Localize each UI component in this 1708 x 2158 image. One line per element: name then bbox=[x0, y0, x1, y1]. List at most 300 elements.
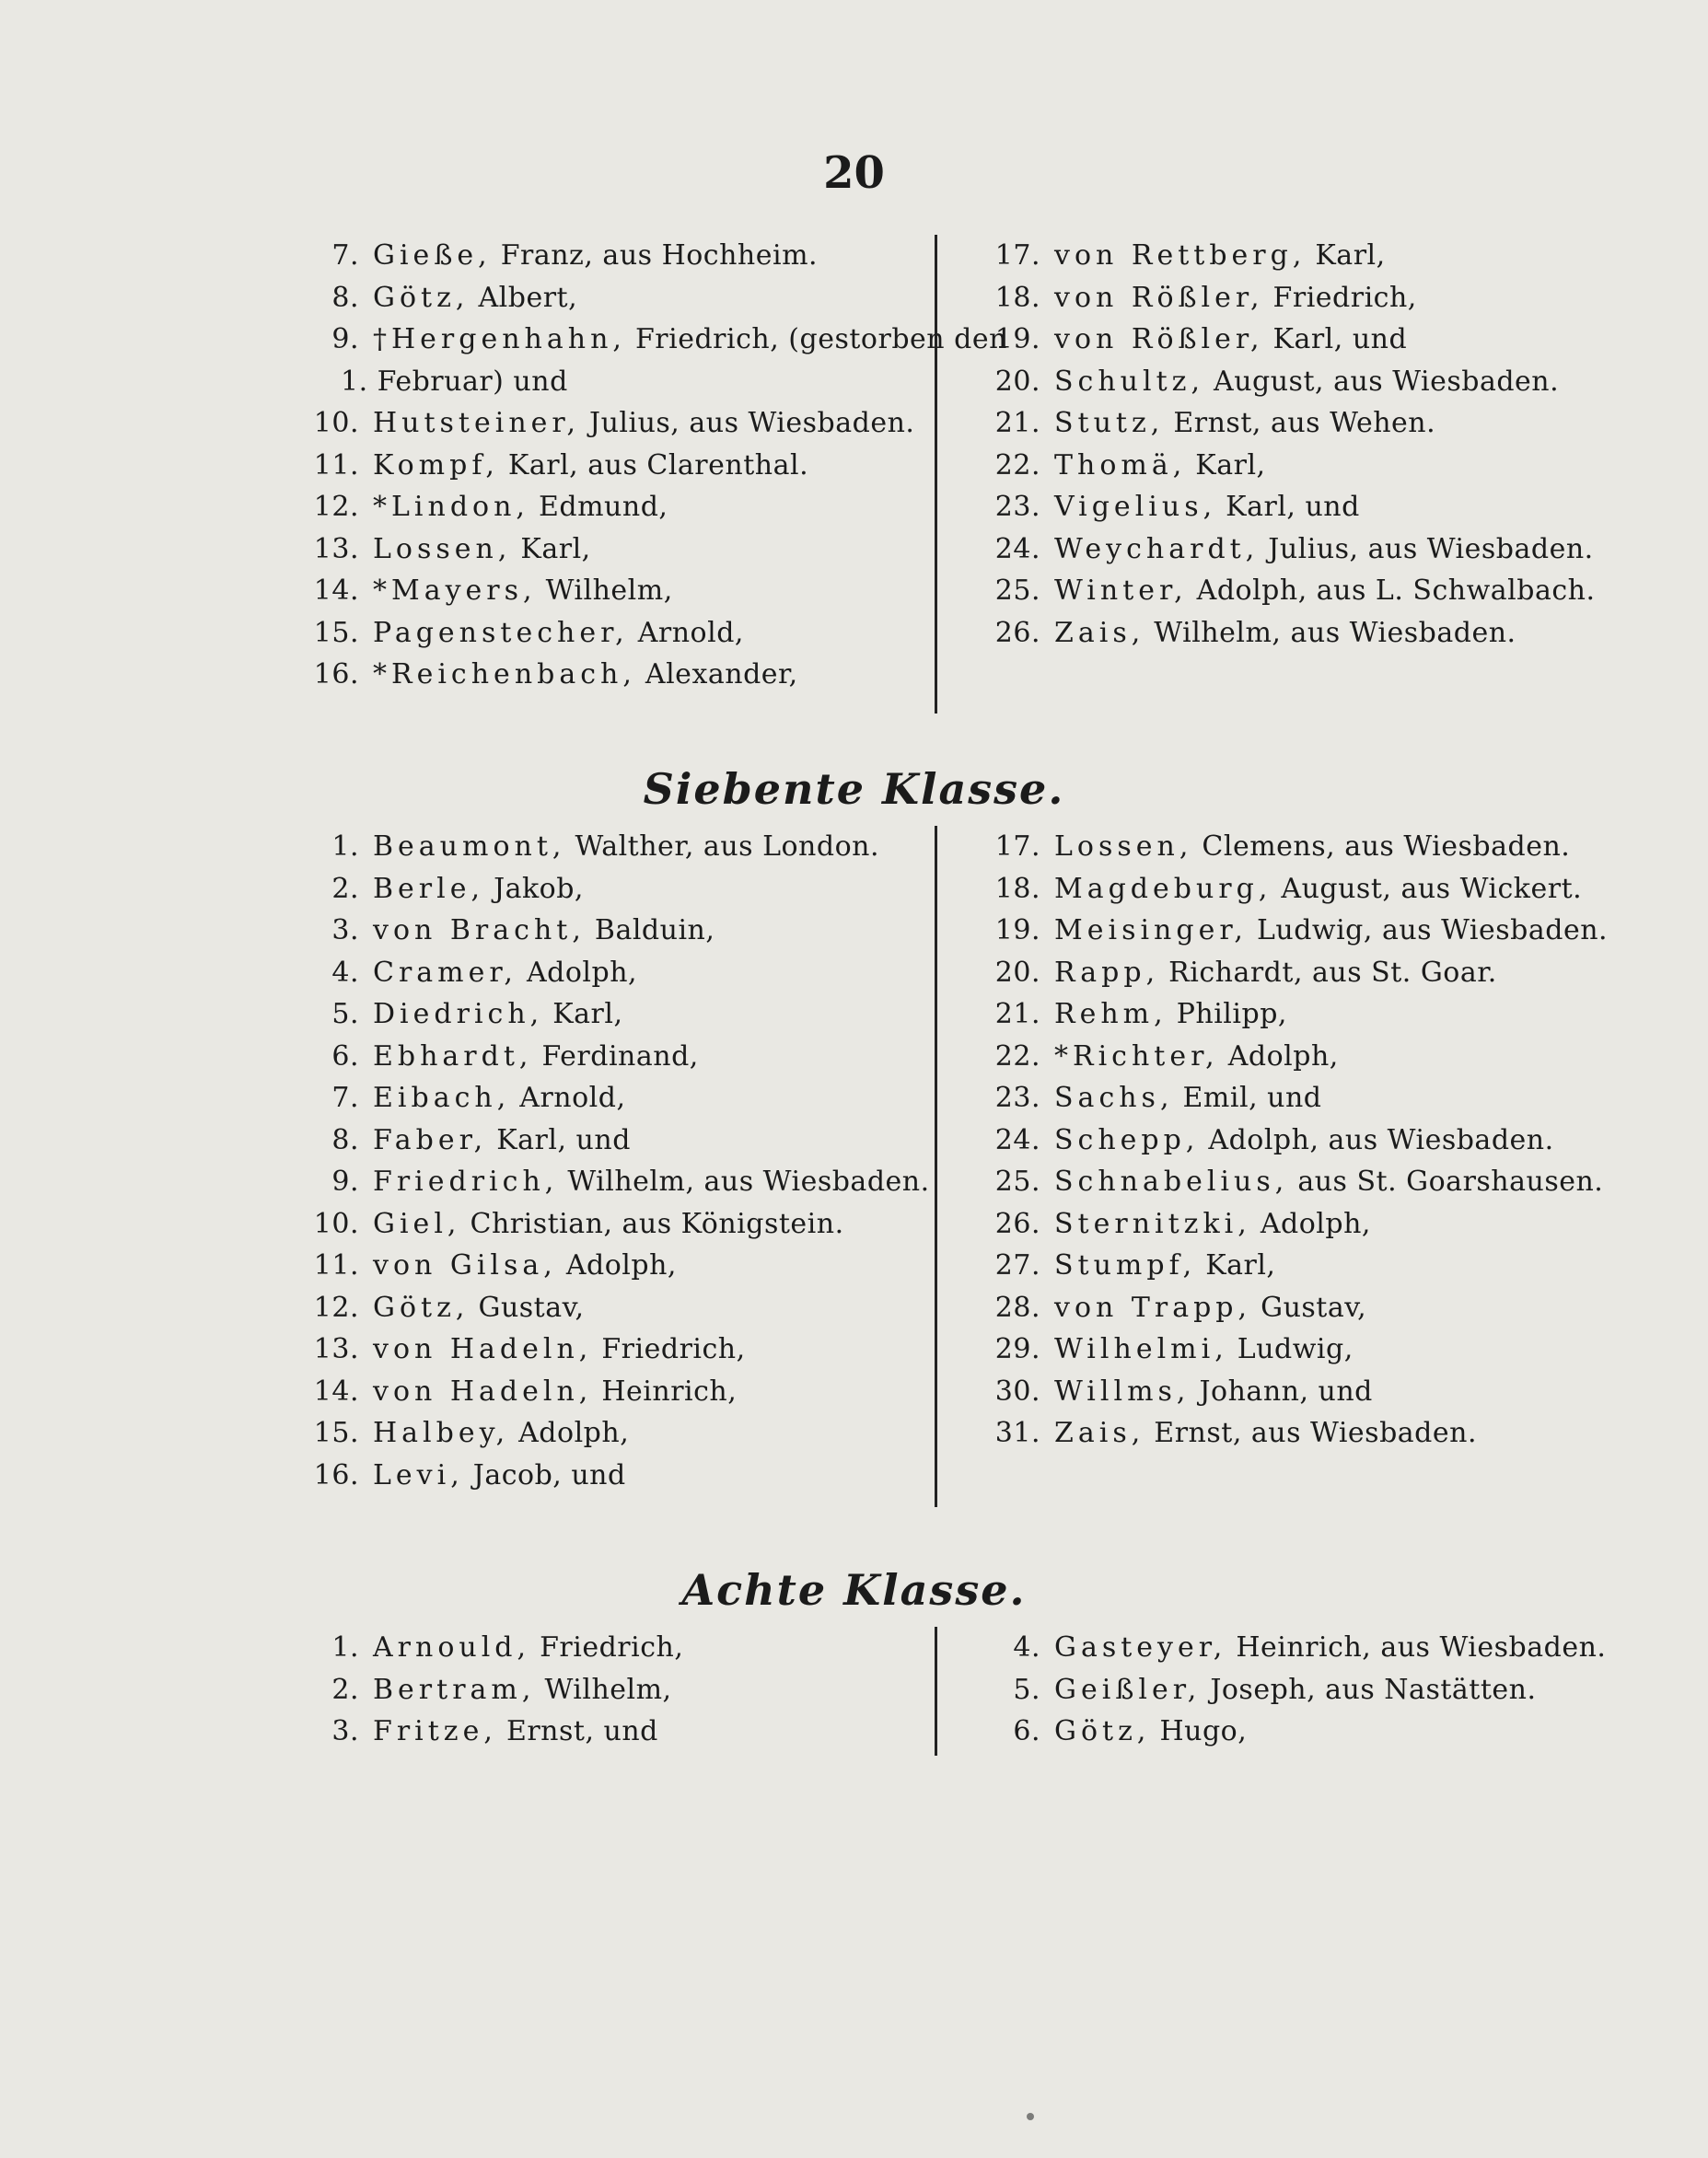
entry-number: 18. bbox=[994, 281, 1040, 314]
list-entry bbox=[267, 1328, 930, 1371]
entry-surname: Gasteyer, bbox=[1054, 1631, 1227, 1664]
entry-name bbox=[373, 1245, 677, 1287]
list-entry bbox=[948, 402, 1611, 445]
entry-number: 19. bbox=[994, 323, 1040, 355]
entry-number: 4. bbox=[331, 956, 359, 989]
entry-details: Ludwig, aus Wiesbaden. bbox=[1247, 914, 1609, 946]
right-column bbox=[948, 235, 1611, 654]
entry-name bbox=[1054, 826, 1570, 868]
entry-surname: Halbey, bbox=[373, 1417, 510, 1449]
entry-details: Ernst, und bbox=[496, 1715, 658, 1747]
entry-surname: Berle, bbox=[373, 872, 485, 905]
entry-number: 18. bbox=[994, 872, 1040, 905]
entry-name bbox=[373, 445, 808, 487]
entry-name bbox=[1054, 1669, 1537, 1711]
ink-speck bbox=[1027, 2113, 1034, 2120]
entry-details: Johann, und bbox=[1190, 1375, 1373, 1408]
entry-details: Friedrich, bbox=[592, 1333, 746, 1365]
entry-number: 11. bbox=[313, 1249, 359, 1282]
entry-details: Karl, und bbox=[487, 1123, 631, 1156]
entry-number: 20. bbox=[994, 956, 1040, 989]
entry-surname: *Richter, bbox=[1054, 1039, 1219, 1073]
list-entry bbox=[267, 1669, 930, 1711]
entry-name bbox=[373, 1287, 585, 1329]
entry-name bbox=[373, 1371, 737, 1413]
list-entry bbox=[267, 445, 930, 487]
entry-name bbox=[1054, 277, 1417, 319]
entry-number: 24. bbox=[994, 1123, 1040, 1156]
list-entry bbox=[267, 319, 1007, 361]
entry-number: 1. bbox=[331, 1631, 359, 1664]
entry-name bbox=[341, 361, 568, 403]
entry-number: 30. bbox=[994, 1375, 1040, 1408]
entry-surname: von Bracht, bbox=[373, 914, 586, 946]
entry-surname: Willms, bbox=[1054, 1375, 1191, 1408]
entry-name bbox=[1054, 1287, 1366, 1329]
entry-details: Albert, bbox=[469, 281, 578, 314]
entry-details: Wilhelm, bbox=[535, 1673, 672, 1706]
entry-details: Emil, und bbox=[1173, 1082, 1322, 1114]
column-divider bbox=[935, 826, 937, 1507]
list-entry bbox=[267, 1371, 930, 1413]
entry-name bbox=[373, 1627, 683, 1669]
entry-name bbox=[373, 654, 798, 696]
entry-name bbox=[1054, 993, 1287, 1036]
entry-number: 22. bbox=[994, 448, 1040, 481]
list-entry bbox=[267, 1245, 930, 1287]
section-heading-achte: Achte Klasse. bbox=[681, 1565, 1027, 1615]
entry-details: Adolph, bbox=[1218, 1039, 1339, 1073]
entry-surname: Schepp, bbox=[1054, 1123, 1200, 1156]
entry-surname: *Reichenbach, bbox=[373, 658, 636, 690]
entry-name bbox=[1054, 1371, 1373, 1413]
entry-details: Philipp, bbox=[1167, 998, 1287, 1030]
entry-number: 6. bbox=[1013, 1715, 1040, 1747]
entry-number: 29. bbox=[994, 1333, 1040, 1365]
entry-surname: von Trapp, bbox=[1054, 1291, 1252, 1324]
entry-details: Julius, aus Wiesbaden. bbox=[580, 407, 915, 439]
entry-name bbox=[1054, 1328, 1354, 1371]
entry-details: Karl, bbox=[543, 998, 623, 1030]
list-entry bbox=[948, 1627, 1611, 1669]
entry-number: 9. bbox=[331, 323, 359, 355]
entry-details: Walther, aus London. bbox=[565, 830, 879, 863]
entry-details: aus St. Goarshausen. bbox=[1288, 1166, 1604, 1198]
list-entry bbox=[948, 868, 1611, 911]
entry-surname: Beaumont, bbox=[373, 830, 566, 863]
entry-number: 23. bbox=[994, 491, 1040, 523]
entry-name bbox=[1054, 612, 1516, 655]
entry-details: Franz, aus Hochheim. bbox=[491, 239, 819, 272]
entry-details: Jacob, und bbox=[463, 1458, 626, 1491]
list-entry bbox=[267, 361, 930, 403]
list-entry bbox=[267, 993, 930, 1036]
entry-surname: Friedrich, bbox=[373, 1166, 559, 1198]
entry-number: 20. bbox=[994, 365, 1040, 398]
entry-name bbox=[373, 826, 879, 868]
entry-surname: Gieße, bbox=[373, 239, 492, 272]
entry-surname: Stutz, bbox=[1054, 407, 1165, 439]
entry-number: 31. bbox=[994, 1417, 1040, 1449]
entry-details: Friedrich, bbox=[1263, 281, 1417, 314]
list-entry bbox=[948, 826, 1611, 868]
entry-number: 24. bbox=[994, 532, 1040, 565]
entry-name bbox=[1054, 910, 1608, 952]
entry-surname: Götz, bbox=[373, 281, 470, 314]
entry-number: 16. bbox=[313, 1458, 359, 1491]
entry-number: 11. bbox=[313, 448, 359, 481]
entry-number: 9. bbox=[331, 1166, 359, 1198]
entry-number: 13. bbox=[313, 1333, 359, 1365]
entry-surname: Rapp, bbox=[1054, 956, 1160, 989]
list-entry bbox=[267, 1455, 930, 1497]
column-divider bbox=[935, 1627, 937, 1756]
entry-name bbox=[373, 1412, 629, 1455]
list-entry bbox=[948, 952, 1611, 994]
entry-surname: von Hadeln, bbox=[373, 1333, 593, 1365]
entry-details: Ludwig, bbox=[1227, 1333, 1354, 1365]
entry-surname: Bertram, bbox=[373, 1673, 536, 1706]
entry-details: Karl, bbox=[1186, 448, 1266, 481]
entry-number: 5. bbox=[1013, 1673, 1040, 1706]
entry-number: 12. bbox=[313, 491, 359, 523]
list-entry bbox=[948, 612, 1611, 655]
entry-surname: Levi, bbox=[373, 1458, 464, 1491]
entry-surname: Faber, bbox=[373, 1123, 488, 1156]
list-entry bbox=[948, 1203, 1611, 1246]
entry-name bbox=[373, 528, 591, 571]
entry-name bbox=[1054, 445, 1266, 487]
list-entry bbox=[948, 1287, 1611, 1329]
entry-name bbox=[1054, 319, 1407, 361]
entry-details: Adolph, aus L. Schwalbach. bbox=[1187, 574, 1596, 607]
list-entry bbox=[267, 910, 930, 952]
entry-surname: Ebhardt, bbox=[373, 1039, 533, 1073]
entry-surname: Cramer, bbox=[373, 956, 517, 989]
list-entry bbox=[948, 1371, 1611, 1413]
entry-number: 7. bbox=[331, 1082, 359, 1114]
entry-number: 13. bbox=[313, 532, 359, 565]
entry-details: Richardt, aus St. Goar. bbox=[1159, 956, 1497, 989]
entry-number: 12. bbox=[313, 1291, 359, 1324]
entry-name bbox=[373, 993, 623, 1036]
entry-name bbox=[1054, 952, 1497, 994]
entry-details: August, aus Wickert. bbox=[1272, 872, 1583, 905]
entry-details: Balduin, bbox=[585, 914, 715, 946]
entry-name bbox=[373, 1077, 626, 1120]
list-entry bbox=[948, 445, 1611, 487]
entry-number: 14. bbox=[313, 1375, 359, 1408]
list-entry bbox=[948, 1161, 1611, 1203]
right-column bbox=[948, 1627, 1611, 1753]
list-entry bbox=[948, 235, 1611, 277]
entry-name bbox=[1054, 402, 1435, 445]
list-entry bbox=[948, 1120, 1611, 1162]
entry-surname: Kompf, bbox=[373, 448, 499, 481]
entry-number: 26. bbox=[994, 616, 1040, 649]
list-entry bbox=[948, 1669, 1611, 1711]
entry-surname: Schultz, bbox=[1054, 365, 1204, 398]
entry-details: Adolph, aus Wiesbaden. bbox=[1199, 1123, 1554, 1156]
list-entry bbox=[948, 319, 1611, 361]
entry-details: Edmund, bbox=[529, 491, 668, 523]
entry-details: Clemens, aus Wiesbaden. bbox=[1192, 830, 1571, 863]
entry-surname: Rehm, bbox=[1054, 998, 1168, 1030]
entry-number: 10. bbox=[313, 407, 359, 439]
entry-number: 17. bbox=[994, 830, 1040, 863]
entry-number: 10. bbox=[313, 1207, 359, 1240]
entry-number: 25. bbox=[994, 1166, 1040, 1198]
entry-details: Ferdinand, bbox=[532, 1039, 699, 1073]
entry-name bbox=[373, 570, 673, 612]
entry-name bbox=[373, 612, 744, 655]
entry-number: 7. bbox=[331, 239, 359, 272]
column-divider bbox=[935, 235, 937, 714]
entry-name bbox=[1054, 1711, 1247, 1753]
entry-name bbox=[373, 1711, 658, 1753]
entry-number: 15. bbox=[313, 1417, 359, 1449]
entry-surname: Schnabelius, bbox=[1054, 1166, 1289, 1198]
list-entry bbox=[948, 570, 1611, 612]
entry-surname: Thomä, bbox=[1054, 448, 1187, 481]
entry-number: 4. bbox=[1013, 1631, 1040, 1664]
left-column bbox=[267, 826, 930, 1496]
entry-name bbox=[373, 1120, 631, 1162]
entry-surname: Giel, bbox=[373, 1207, 461, 1240]
entry-name bbox=[373, 952, 637, 994]
entry-surname: Götz, bbox=[1054, 1715, 1151, 1747]
entry-number: 16. bbox=[313, 658, 359, 690]
entry-name bbox=[1054, 361, 1559, 403]
entry-details: Karl, aus Clarenthal. bbox=[498, 448, 809, 481]
entry-number: 23. bbox=[994, 1082, 1040, 1114]
entry-details: Adolph, bbox=[509, 1417, 630, 1449]
list-entry bbox=[267, 277, 930, 319]
entry-number: 3. bbox=[331, 914, 359, 946]
entry-details: Alexander, bbox=[635, 658, 798, 690]
entry-name bbox=[1054, 1203, 1371, 1246]
entry-details: Arnold, bbox=[628, 616, 744, 649]
entry-surname: von Rettberg, bbox=[1054, 239, 1307, 272]
entry-surname: Sternitzki, bbox=[1054, 1207, 1251, 1240]
entry-name bbox=[1054, 1412, 1477, 1455]
list-entry bbox=[948, 277, 1611, 319]
entry-details: Adolph, bbox=[556, 1249, 677, 1282]
entry-name bbox=[1054, 1077, 1322, 1120]
entry-name bbox=[1054, 1161, 1603, 1203]
entry-details: Wilhelm, aus Wiesbaden. bbox=[558, 1166, 930, 1198]
entry-details: Hugo, bbox=[1150, 1715, 1248, 1747]
entry-surname: Meisinger, bbox=[1054, 914, 1248, 946]
list-entry bbox=[267, 952, 930, 994]
list-entry bbox=[267, 1412, 930, 1455]
entry-number: 28. bbox=[994, 1291, 1040, 1324]
list-entry bbox=[267, 1627, 930, 1669]
entry-details: Karl, bbox=[1306, 239, 1386, 272]
entry-details: Heinrich, bbox=[592, 1375, 738, 1408]
entry-name bbox=[1054, 1120, 1554, 1162]
entry-surname: Götz, bbox=[373, 1291, 470, 1324]
entry-name bbox=[1054, 868, 1582, 911]
entry-details: 1. Februar) und bbox=[341, 365, 568, 398]
entry-name bbox=[1054, 528, 1594, 571]
entry-surname: Weychardt, bbox=[1054, 532, 1260, 565]
entry-surname: Geißler, bbox=[1054, 1673, 1202, 1706]
entry-surname: Sachs, bbox=[1054, 1082, 1174, 1114]
section-heading-siebente: Siebente Klasse. bbox=[643, 764, 1065, 814]
right-column bbox=[948, 826, 1611, 1455]
entry-name bbox=[1054, 1627, 1606, 1669]
entry-details: Adolph, bbox=[1250, 1207, 1371, 1240]
entry-details: Ernst, aus Wehen. bbox=[1164, 407, 1436, 439]
entry-surname: Vigelius, bbox=[1054, 491, 1217, 523]
list-entry bbox=[948, 1245, 1611, 1287]
entry-name bbox=[373, 486, 668, 528]
entry-details: Karl, und bbox=[1216, 491, 1360, 523]
list-entry bbox=[948, 1328, 1611, 1371]
list-entry bbox=[267, 528, 930, 571]
list-entry bbox=[948, 528, 1611, 571]
entry-name bbox=[373, 910, 715, 952]
entry-details: Friedrich, bbox=[530, 1631, 684, 1664]
entry-name bbox=[1054, 1036, 1339, 1078]
entry-number: 17. bbox=[994, 239, 1040, 272]
entry-surname: Diedrich, bbox=[373, 998, 544, 1030]
entry-surname: *Lindon, bbox=[373, 491, 529, 523]
entry-surname: *Mayers, bbox=[373, 574, 537, 607]
entry-number: 25. bbox=[994, 574, 1040, 607]
entry-number: 6. bbox=[331, 1039, 359, 1073]
entry-name bbox=[1054, 570, 1596, 612]
entry-details: Ernst, aus Wiesbaden. bbox=[1144, 1417, 1477, 1449]
entry-number: 3. bbox=[331, 1715, 359, 1747]
entry-details: Friedrich, (gestorben den bbox=[625, 323, 1007, 355]
entry-details: Jakob, bbox=[484, 872, 584, 905]
list-entry bbox=[267, 1287, 930, 1329]
entry-surname: Pagenstecher, bbox=[373, 616, 629, 649]
list-entry bbox=[948, 1412, 1611, 1455]
entry-details: Arnold, bbox=[510, 1082, 626, 1114]
entry-surname: Wilhelmi, bbox=[1054, 1333, 1228, 1365]
entry-name bbox=[373, 1036, 699, 1078]
entry-name bbox=[373, 1669, 672, 1711]
entry-name bbox=[373, 1203, 844, 1246]
left-column bbox=[267, 235, 1007, 696]
entry-details: Adolph, bbox=[517, 956, 638, 989]
entry-number: 2. bbox=[331, 872, 359, 905]
list-entry bbox=[948, 993, 1611, 1036]
list-entry bbox=[267, 868, 930, 911]
entry-surname: Fritze, bbox=[373, 1715, 497, 1747]
entry-details: Joseph, aus Nastätten. bbox=[1201, 1673, 1537, 1706]
entry-surname: Eibach, bbox=[373, 1082, 511, 1114]
entry-number: 27. bbox=[994, 1249, 1040, 1282]
entry-surname: Zais, bbox=[1054, 1417, 1145, 1449]
list-entry bbox=[267, 570, 930, 612]
entry-name bbox=[373, 235, 818, 277]
entry-name bbox=[373, 868, 584, 911]
entry-number: 19. bbox=[994, 914, 1040, 946]
list-entry bbox=[267, 654, 930, 696]
list-entry bbox=[267, 826, 930, 868]
entry-number: 5. bbox=[331, 998, 359, 1030]
list-entry bbox=[948, 486, 1611, 528]
entry-surname: von Hadeln, bbox=[373, 1375, 593, 1408]
entry-number: 22. bbox=[994, 1039, 1040, 1073]
entry-name bbox=[1054, 1245, 1275, 1287]
list-entry bbox=[267, 235, 930, 277]
entry-details: Karl, und bbox=[1263, 323, 1408, 355]
entry-details: Heinrich, aus Wiesbaden. bbox=[1226, 1631, 1607, 1664]
list-entry bbox=[267, 612, 930, 655]
entry-details: Christian, aus Königstein. bbox=[460, 1207, 844, 1240]
entry-details: August, aus Wiesbaden. bbox=[1204, 365, 1560, 398]
entry-details: Karl, bbox=[1196, 1249, 1276, 1282]
entry-surname: von Rößler, bbox=[1054, 323, 1264, 355]
entry-details: Gustav, bbox=[469, 1291, 585, 1324]
entry-name bbox=[373, 1328, 746, 1371]
entry-details: Julius, aus Wiesbaden. bbox=[1259, 532, 1594, 565]
entry-name bbox=[373, 1161, 930, 1203]
entry-name bbox=[373, 319, 1007, 361]
entry-number: 2. bbox=[331, 1673, 359, 1706]
list-entry bbox=[948, 1077, 1611, 1120]
entry-number: 21. bbox=[994, 407, 1040, 439]
entry-surname: Winter, bbox=[1054, 574, 1188, 607]
entry-number: 21. bbox=[994, 998, 1040, 1030]
list-entry bbox=[948, 1711, 1611, 1753]
entry-surname: Magdeburg, bbox=[1054, 872, 1272, 905]
entry-surname: Arnould, bbox=[373, 1631, 531, 1664]
page-number: 20 bbox=[823, 147, 885, 199]
entry-details: Karl, bbox=[511, 532, 591, 565]
entry-number: 8. bbox=[331, 1123, 359, 1156]
list-entry bbox=[267, 402, 930, 445]
entry-details: Wilhelm, bbox=[536, 574, 673, 607]
entry-surname: Stumpf, bbox=[1054, 1249, 1197, 1282]
list-entry bbox=[267, 1036, 930, 1078]
entry-surname: Zais, bbox=[1054, 616, 1145, 649]
list-entry bbox=[267, 1077, 930, 1120]
entry-name bbox=[1054, 486, 1360, 528]
entry-details: Gustav, bbox=[1251, 1291, 1367, 1324]
list-entry bbox=[267, 1203, 930, 1246]
entry-number: 8. bbox=[331, 281, 359, 314]
entry-name bbox=[1054, 235, 1386, 277]
entry-surname: von Rößler, bbox=[1054, 281, 1264, 314]
entry-name bbox=[373, 277, 577, 319]
list-entry bbox=[948, 910, 1611, 952]
entry-surname: Lossen, bbox=[1054, 830, 1193, 863]
entry-surname: Lossen, bbox=[373, 532, 512, 565]
list-entry bbox=[267, 1711, 930, 1753]
list-entry bbox=[948, 1036, 1611, 1078]
left-column bbox=[267, 1627, 930, 1753]
entry-number: 14. bbox=[313, 574, 359, 607]
list-entry bbox=[267, 486, 930, 528]
entry-number: 1. bbox=[331, 830, 359, 863]
list-entry bbox=[267, 1120, 930, 1162]
list-entry bbox=[948, 361, 1611, 403]
entry-surname: Hutsteiner, bbox=[373, 407, 580, 439]
entry-surname: †Hergenhahn, bbox=[373, 323, 626, 355]
entry-number: 26. bbox=[994, 1207, 1040, 1240]
entry-name bbox=[373, 1455, 626, 1497]
list-entry bbox=[267, 1161, 930, 1203]
entry-name bbox=[373, 402, 914, 445]
entry-number: 15. bbox=[313, 616, 359, 649]
entry-surname: von Gilsa, bbox=[373, 1249, 557, 1282]
